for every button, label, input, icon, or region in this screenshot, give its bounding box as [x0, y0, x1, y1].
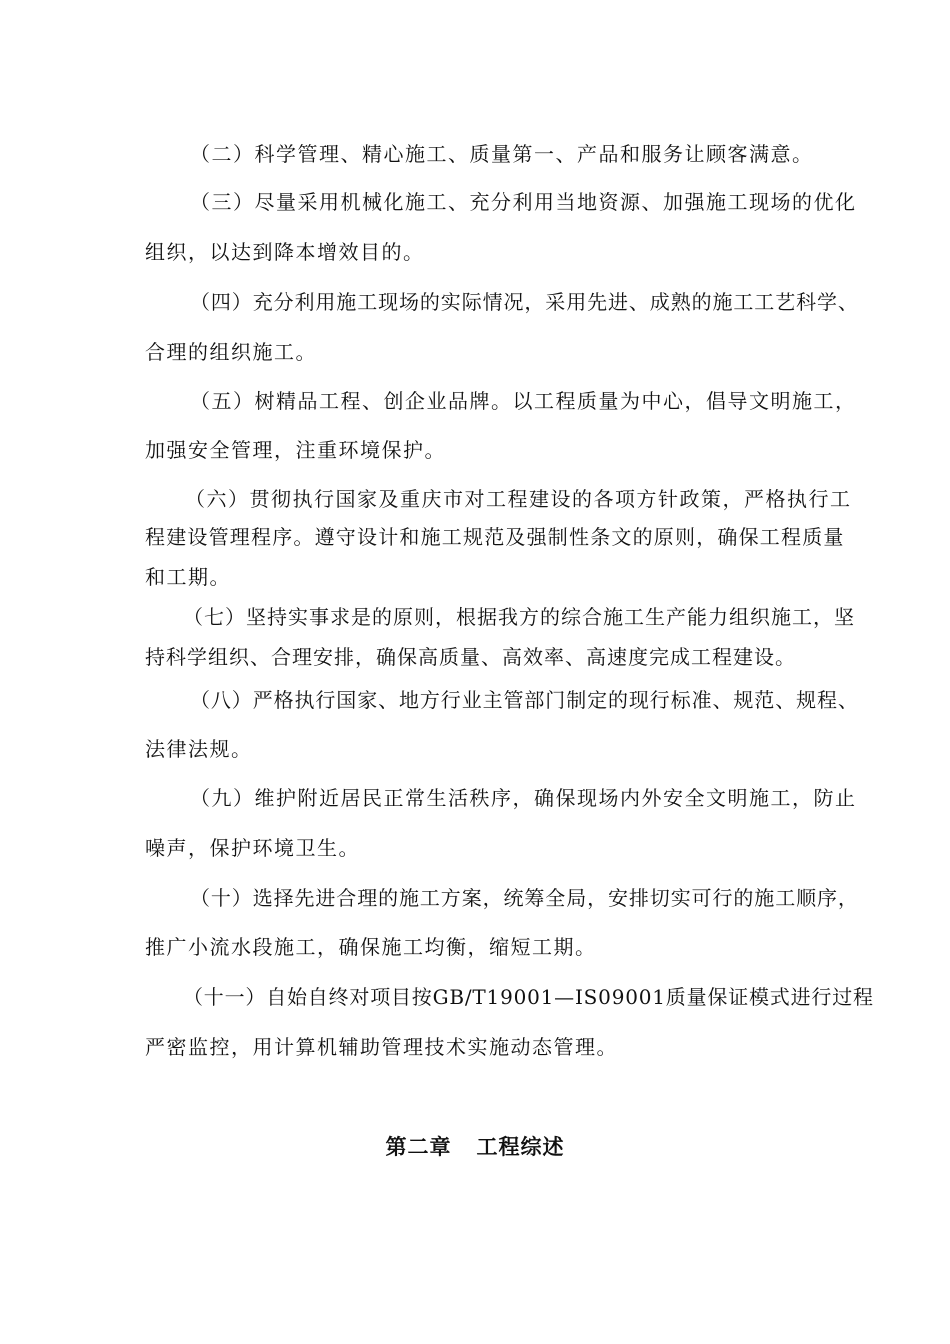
- paragraph-11-line-2: 严密监控，用计算机辅助管理技术实施动态管理。: [145, 1035, 618, 1059]
- paragraph-7-line-1: （七）坚持实事求是的原则，根据我方的综合施工生产能力组织施工，坚: [183, 605, 855, 629]
- paragraph-2-line-1: （二）科学管理、精心施工、质量第一、产品和服务让顾客满意。: [190, 142, 814, 166]
- paragraph-4-line-1: （四）充分利用施工现场的实际情况，采用先进、成熟的施工工艺科学、: [190, 290, 859, 314]
- paragraph-5-line-2: 加强安全管理，注重环境保护。: [145, 438, 446, 462]
- paragraph-11-line-1: （十一）自始自终对项目按GB/T19001—IS09001质量保证模式进行过程: [183, 985, 874, 1009]
- paragraph-8-line-1: （八）严格执行国家、地方行业主管部门制定的现行标准、规范、规程、: [190, 688, 859, 712]
- paragraph-6-line-1: （六）贯彻执行国家及重庆市对工程建设的各项方针政策，严格执行工: [185, 487, 852, 511]
- chapter-heading: 第二章 工程综述: [385, 1135, 565, 1159]
- paragraph-6-line-3: 和工期。: [145, 565, 231, 589]
- paragraph-3-line-2: 组织，以达到降本增效目的。: [145, 240, 425, 264]
- paragraph-6-line-2: 程建设管理程序。遵守设计和施工规范及强制性条文的原则，确保工程质量: [145, 525, 845, 549]
- paragraph-8-line-2: 法律法规。: [145, 737, 253, 761]
- paragraph-3-line-1: （三）尽量采用机械化施工、充分利用当地资源、加强施工现场的优化: [190, 190, 857, 214]
- paragraph-5-line-1: （五）树精品工程、创企业品牌。以工程质量为中心，倡导文明施工，: [190, 389, 857, 413]
- paragraph-4-line-2: 合理的组织施工。: [145, 340, 317, 364]
- paragraph-9-line-2: 噪声，保护环境卫生。: [145, 836, 360, 860]
- paragraph-10-line-1: （十）选择先进合理的施工方案，统筹全局，安排切实可行的施工顺序，: [190, 886, 859, 910]
- paragraph-7-line-2: 持科学组织、合理安排，确保高质量、高效率、高速度完成工程建设。: [145, 645, 796, 669]
- paragraph-9-line-1: （九）维护附近居民正常生活秩序，确保现场内外安全文明施工，防止: [190, 786, 857, 810]
- paragraph-10-line-2: 推广小流水段施工，确保施工均衡，缩短工期。: [145, 935, 597, 959]
